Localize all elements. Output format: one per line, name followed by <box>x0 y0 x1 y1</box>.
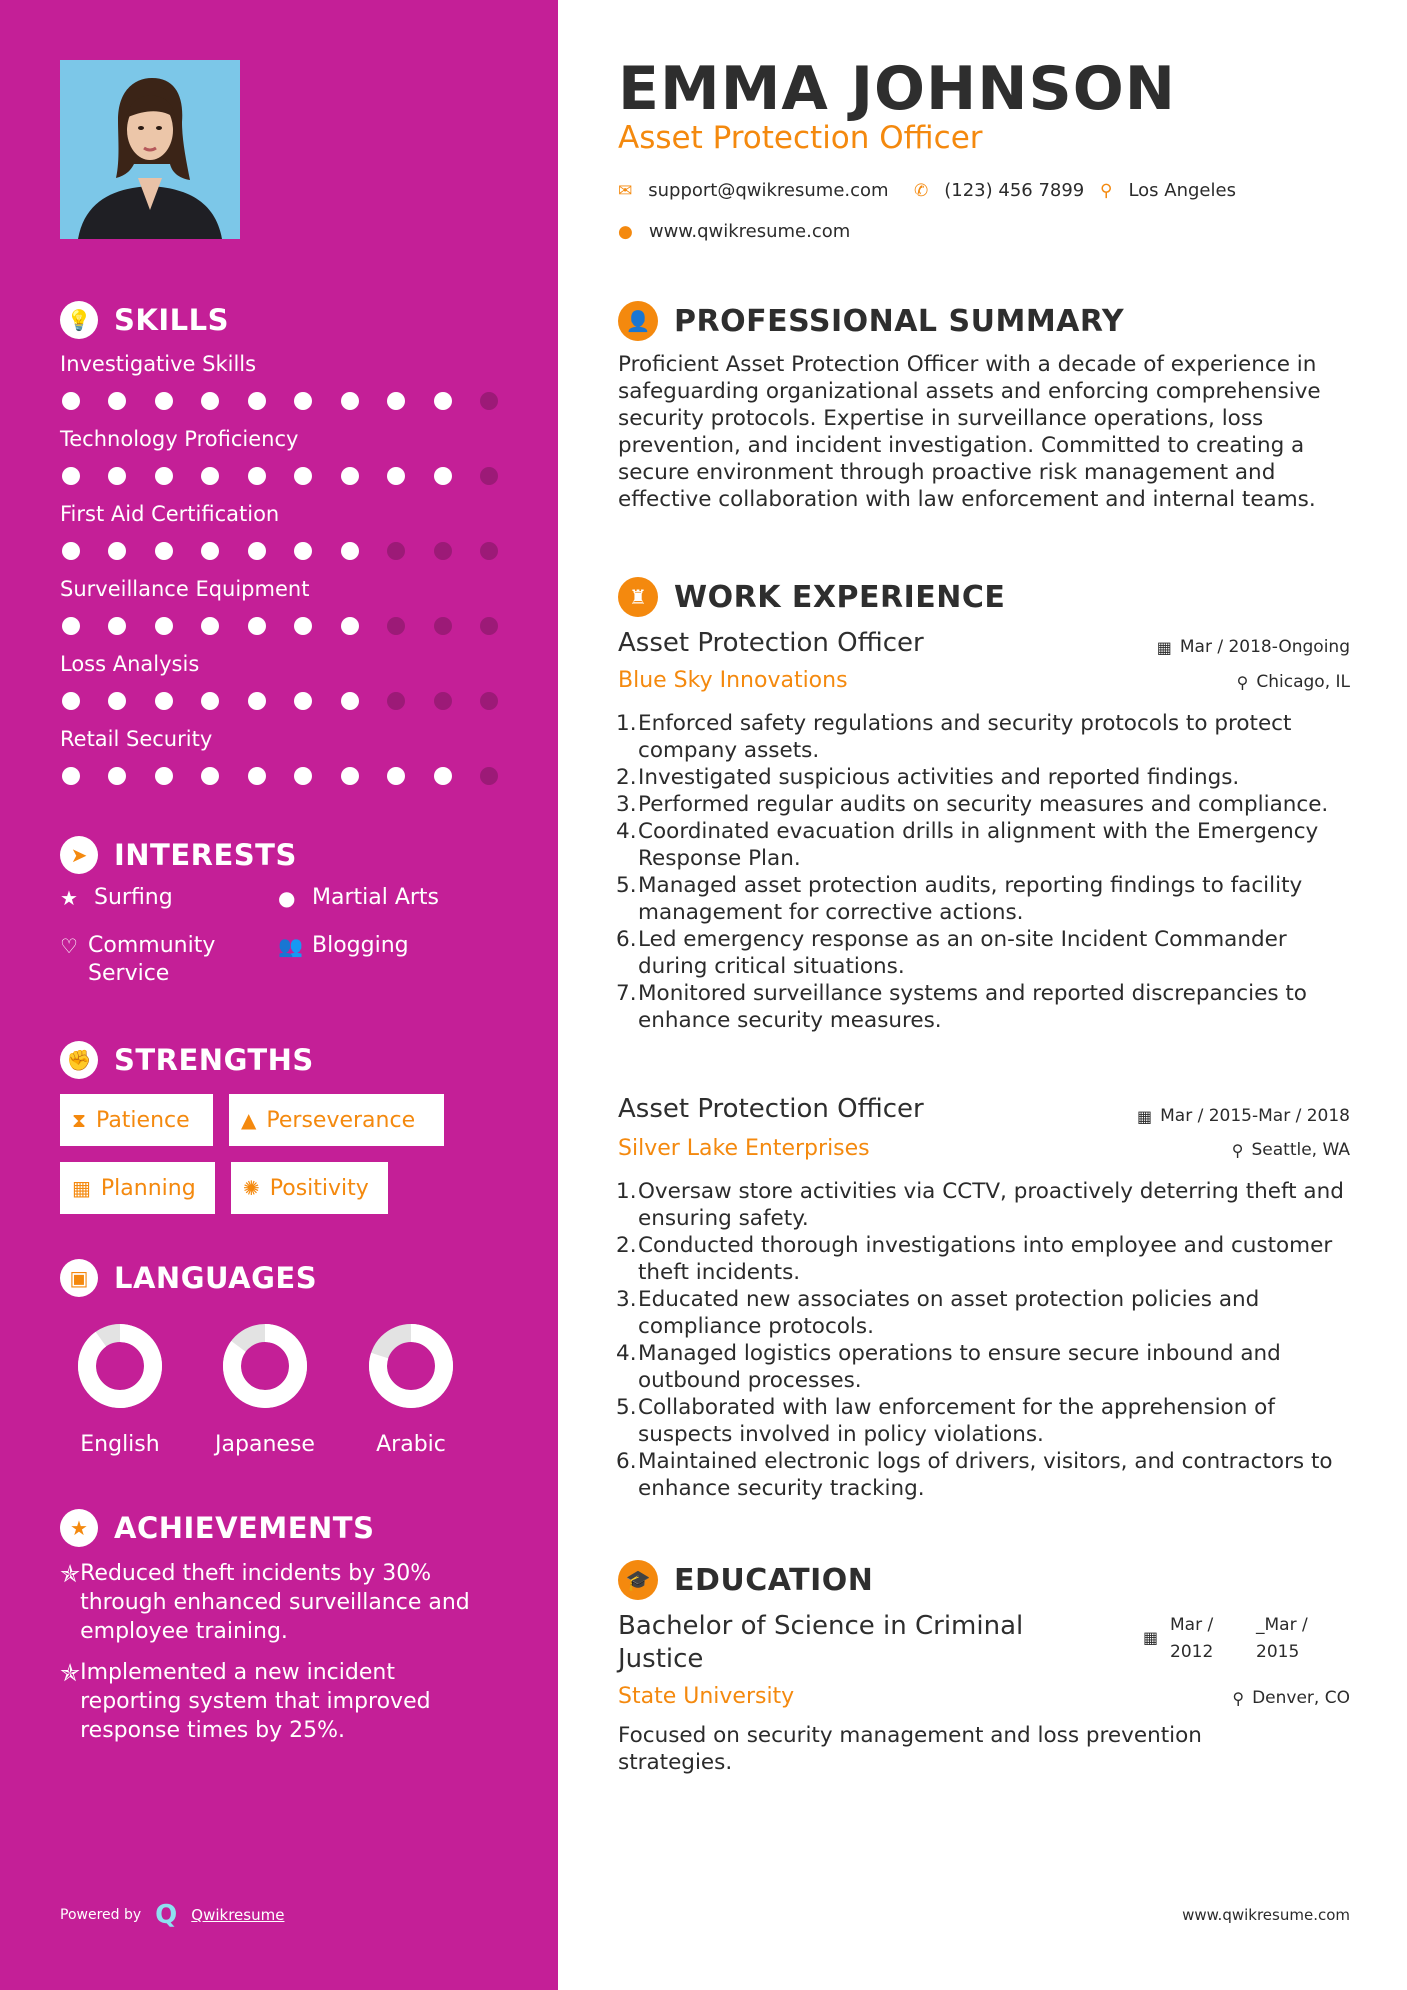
trophy-star-icon: ★ <box>60 1509 98 1547</box>
job-location-text: Chicago, IL <box>1256 672 1350 692</box>
website-text: www.qwikresume.com <box>648 221 851 242</box>
skill-rating <box>60 767 500 785</box>
strength-label: Patience <box>96 1107 190 1133</box>
skill-dot <box>387 767 405 785</box>
globe-icon: ● <box>278 886 296 910</box>
calendar-icon: ▦ <box>72 1176 91 1200</box>
skill-item <box>60 577 500 635</box>
map-pin-icon: ⚲ <box>1100 180 1113 201</box>
achievements-heading <box>60 1509 374 1547</box>
language-label: English <box>80 1432 160 1457</box>
skill-dot <box>155 467 173 485</box>
job-bullet: Managed asset protection audits, reporting findings to facility management for corrective actions. <box>638 873 1303 925</box>
skill-dot <box>341 392 359 410</box>
education-location-text: Denver, CO <box>1252 1688 1350 1708</box>
language-level-ring <box>367 1322 455 1410</box>
job-bullet: Maintained electronic logs of drivers, visitors, and contractors to enhance security tracking. <box>638 1449 1333 1501</box>
translate-icon: ▣ <box>60 1259 98 1297</box>
achievement-text: Implemented a new incident reporting system that improved response times by 25%. <box>80 1660 431 1743</box>
skill-name: Technology Proficiency <box>60 427 299 451</box>
skill-dot <box>341 542 359 560</box>
skill-dot <box>387 392 405 410</box>
skill-dot <box>294 692 312 710</box>
job-dates <box>1137 1106 1350 1126</box>
skill-dot <box>248 467 266 485</box>
interest-item <box>278 884 439 912</box>
skill-dot <box>155 392 173 410</box>
skill-dot <box>201 692 219 710</box>
candidate-role: Asset Protection Officer <box>618 120 983 156</box>
skill-dot <box>434 467 452 485</box>
job-bullet: Coordinated evacuation drills in alignment with the Emergency Response Plan. <box>638 819 1319 871</box>
education-location <box>1232 1688 1350 1708</box>
phone-icon: ✆ <box>914 180 929 201</box>
achievement-item <box>60 1658 480 1745</box>
language-label: Arabic <box>376 1432 446 1457</box>
summary-text: Proficient Asset Protection Officer with a decade of experience in safeguarding organizational assets and enforcing comprehensive security protocols. Expertise in surveillance operations, loss prevention, and incident investigation. Committed to creating a secure environment through proactive risk management and effective collaboration with law enforcement and internal teams. <box>618 352 1321 512</box>
job-bullet: Led emergency response as an on-site Incident Commander during critical situations. <box>638 927 1287 979</box>
skill-dot <box>480 392 498 410</box>
skill-item <box>60 727 500 785</box>
interest-label: Martial Arts <box>312 885 440 910</box>
skill-rating <box>60 392 500 410</box>
shooting-star-icon: ✯ <box>60 1560 81 1588</box>
languages-title: LANGUAGES <box>114 1261 318 1295</box>
skills-title: SKILLS <box>114 303 229 337</box>
skill-item <box>60 427 500 485</box>
skill-rating <box>60 467 500 485</box>
summary-title: PROFESSIONAL SUMMARY <box>674 303 1125 339</box>
achievement-item <box>60 1559 480 1646</box>
interest-label: Surfing <box>94 885 173 910</box>
education-description: Focused on security management and loss prevention strategies. <box>618 1723 1202 1775</box>
education-start: Mar / 2012 <box>1170 1615 1214 1662</box>
footer-url[interactable]: www.qwikresume.com <box>1182 1906 1350 1924</box>
language-label: Japanese <box>215 1432 315 1457</box>
skill-dot <box>294 392 312 410</box>
skill-rating <box>60 692 500 710</box>
strength-label: Perseverance <box>266 1107 416 1133</box>
skill-dot <box>341 692 359 710</box>
powered-by <box>60 1900 284 1930</box>
skill-dot <box>108 767 126 785</box>
pin-icon: ⚲ <box>1232 1688 1245 1708</box>
job-title: Asset Protection Officer <box>618 1094 924 1124</box>
job-title: Asset Protection Officer <box>618 628 924 658</box>
skill-dot <box>294 767 312 785</box>
hand-icon: ♡ <box>60 934 78 958</box>
interest-item <box>60 884 173 912</box>
skill-dot <box>480 467 498 485</box>
strength-chip <box>60 1162 215 1214</box>
users-icon: 👥 <box>278 934 303 958</box>
powered-by-label: Powered by <box>60 1907 142 1923</box>
interests-heading <box>60 836 297 874</box>
strength-chip <box>231 1162 388 1214</box>
interest-item <box>278 932 409 960</box>
school-name: State University <box>618 1684 795 1709</box>
user-icon: 👤 <box>618 301 658 341</box>
skill-dot <box>62 617 80 635</box>
job-location-text: Seattle, WA <box>1251 1140 1350 1160</box>
job-bullets <box>618 710 1358 1034</box>
interest-label: Blogging <box>312 933 409 958</box>
skill-dot <box>387 692 405 710</box>
sidebar <box>0 0 558 1990</box>
skill-dot <box>387 467 405 485</box>
skill-dot <box>294 467 312 485</box>
skill-dot <box>480 542 498 560</box>
interests-title: INTERESTS <box>114 838 297 872</box>
powered-by-link[interactable]: Qwikresume <box>191 1906 285 1924</box>
job-company: Silver Lake Enterprises <box>618 1136 870 1161</box>
skill-rating <box>60 542 500 560</box>
skill-dot <box>62 392 80 410</box>
skill-dot <box>155 542 173 560</box>
skill-dot <box>62 692 80 710</box>
skill-name: First Aid Certification <box>60 502 280 526</box>
skill-dot <box>434 767 452 785</box>
skill-name: Investigative Skills <box>60 352 257 376</box>
strength-chip <box>60 1094 213 1146</box>
calendar-icon: ▦ <box>1156 637 1172 657</box>
qwikresume-logo-icon: Q <box>155 1900 178 1930</box>
language-level-ring <box>76 1322 164 1410</box>
language-item <box>200 1322 330 1457</box>
skill-dot <box>434 617 452 635</box>
pin-icon: ⚲ <box>1231 1140 1244 1160</box>
skill-rating <box>60 617 500 635</box>
education-heading <box>618 1560 873 1600</box>
skill-item <box>60 502 500 560</box>
skill-dot <box>108 692 126 710</box>
skill-dot <box>341 467 359 485</box>
job-bullets <box>618 1178 1358 1502</box>
skill-dot <box>155 617 173 635</box>
skill-dot <box>201 767 219 785</box>
pin-icon: ⚲ <box>1236 672 1249 692</box>
job-location <box>1232 1140 1350 1160</box>
job-bullet: Monitored surveillance systems and reported discrepancies to enhance security measures. <box>638 981 1307 1033</box>
calendar-icon: ▦ <box>1136 1106 1153 1126</box>
job-bullet: Enforced safety regulations and security protocols to protect company assets. <box>638 711 1292 763</box>
skill-dot <box>155 692 173 710</box>
skill-dot <box>108 617 126 635</box>
skill-dot <box>434 692 452 710</box>
briefcase-icon: ♜ <box>618 577 658 617</box>
education-end: _Mar / 2015 <box>1256 1615 1308 1662</box>
job-bullet: Educated new associates on asset protection policies and compliance protocols. <box>638 1287 1260 1339</box>
paper-plane-icon: ➤ <box>60 836 98 874</box>
job-dates <box>1157 637 1350 657</box>
contact-phone[interactable] <box>914 180 1084 201</box>
skill-name: Surveillance Equipment <box>60 577 310 601</box>
skill-dot <box>341 767 359 785</box>
candidate-name: EMMA JOHNSON <box>618 54 1176 124</box>
globe-icon: ● <box>618 221 633 242</box>
skill-dot <box>108 392 126 410</box>
job-dates-text: Mar / 2018-Ongoing <box>1179 637 1350 657</box>
skill-name: Loss Analysis <box>60 652 200 676</box>
education-title: EDUCATION <box>674 1562 874 1598</box>
skill-dot <box>480 767 498 785</box>
skill-dot <box>155 767 173 785</box>
envelope-icon: ✉ <box>618 180 633 201</box>
skill-dot <box>201 617 219 635</box>
skill-dot <box>434 392 452 410</box>
location-text: Los Angeles <box>1128 180 1236 201</box>
road-icon: ▲ <box>241 1108 257 1132</box>
job-bullet: Conducted thorough investigations into employee and customer theft incidents. <box>638 1233 1333 1285</box>
skill-dot <box>201 467 219 485</box>
job-bullet: Investigated suspicious activities and reported findings. <box>638 765 1240 790</box>
experience-title: WORK EXPERIENCE <box>674 579 1006 615</box>
job-bullet: Managed logistics operations to ensure secure inbound and outbound processes. <box>638 1341 1281 1393</box>
lightbulb-icon: 💡 <box>60 301 98 339</box>
skill-dot <box>248 392 266 410</box>
language-level-ring <box>221 1322 309 1410</box>
strength-label: Positivity <box>269 1175 369 1201</box>
language-item <box>55 1322 185 1457</box>
skill-dot <box>201 542 219 560</box>
strengths-title: STRENGTHS <box>114 1043 314 1077</box>
contact-website[interactable] <box>618 221 850 242</box>
skill-dot <box>387 617 405 635</box>
strength-label: Planning <box>100 1175 196 1201</box>
degree-title: Bachelor of Science in Criminal Justice <box>618 1611 1024 1674</box>
skill-dot <box>62 767 80 785</box>
skill-dot <box>62 542 80 560</box>
achievements-title: ACHIEVEMENTS <box>114 1511 375 1545</box>
calendar-icon: ▦ <box>1143 1628 1159 1647</box>
skills-heading <box>60 301 229 339</box>
fist-icon: ✊ <box>60 1041 98 1079</box>
strengths-heading <box>60 1041 314 1079</box>
email-text: support@qwikresume.com <box>648 180 889 201</box>
skill-dot <box>108 467 126 485</box>
skill-item <box>60 352 500 410</box>
job-location <box>1237 672 1350 692</box>
skill-dot <box>62 467 80 485</box>
job-bullet: Performed regular audits on security measures and compliance. <box>638 792 1329 817</box>
language-item <box>346 1322 476 1457</box>
shooting-star-icon: ✯ <box>60 1659 81 1687</box>
skill-dot <box>294 542 312 560</box>
skill-dot <box>248 617 266 635</box>
job-bullet: Oversaw store activities via CCTV, proactively deterring theft and ensuring safety. <box>638 1179 1344 1231</box>
job-bullet: Collaborated with law enforcement for the apprehension of suspects involved in policy violations. <box>638 1395 1275 1447</box>
interest-item <box>60 932 250 988</box>
skill-dot <box>248 692 266 710</box>
skill-dot <box>201 392 219 410</box>
phone-text: (123) 456 7899 <box>944 180 1085 201</box>
interest-label: Community Service <box>88 933 216 986</box>
achievement-text: Reduced theft incidents by 30% through enhanced surveillance and employee training. <box>80 1561 470 1644</box>
contact-location <box>1100 180 1236 201</box>
language-ring-fill <box>87 1333 153 1399</box>
star-icon: ★ <box>60 886 78 910</box>
main-content <box>558 0 1407 1990</box>
skill-dot <box>387 542 405 560</box>
skill-dot <box>294 617 312 635</box>
skill-dot <box>480 692 498 710</box>
graduation-cap-icon: 🎓 <box>618 1560 658 1600</box>
skill-dot <box>248 542 266 560</box>
skill-dot <box>480 617 498 635</box>
strength-chip <box>229 1094 444 1146</box>
languages-heading <box>60 1259 317 1297</box>
job-company: Blue Sky Innovations <box>618 668 848 693</box>
skill-dot <box>341 617 359 635</box>
job-dates-text: Mar / 2015-Mar / 2018 <box>1160 1106 1350 1126</box>
skill-dot <box>108 542 126 560</box>
hourglass-icon: ⧗ <box>72 1108 87 1132</box>
summary-heading <box>618 301 1124 341</box>
skill-dot <box>434 542 452 560</box>
skill-dot <box>248 767 266 785</box>
skill-name: Retail Security <box>60 727 213 751</box>
profile-photo <box>60 60 240 239</box>
sun-icon: ✺ <box>243 1176 260 1200</box>
experience-heading <box>618 577 1005 617</box>
contact-email[interactable] <box>618 180 889 201</box>
skill-item <box>60 652 500 710</box>
